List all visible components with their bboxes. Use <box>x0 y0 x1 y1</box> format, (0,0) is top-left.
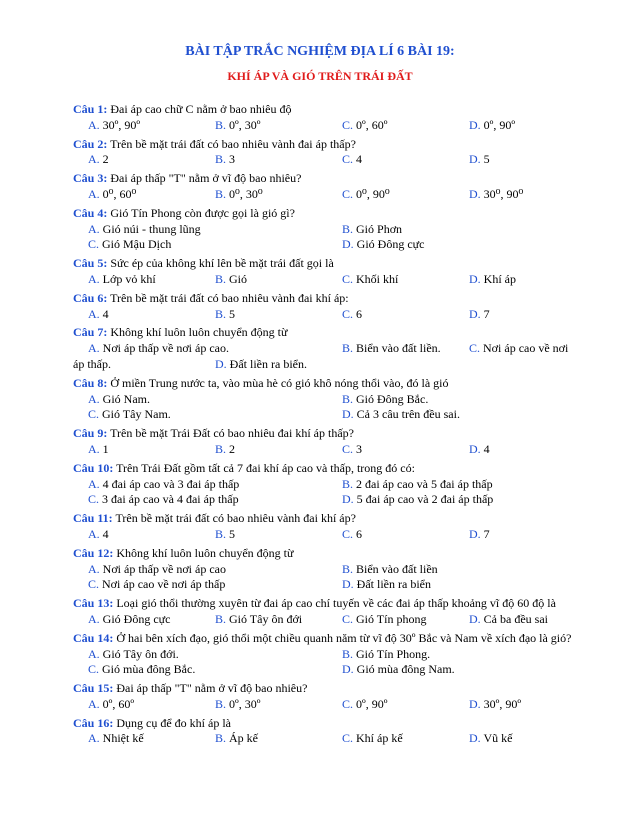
question-label: Câu 11: <box>73 511 113 526</box>
answer-option <box>215 731 258 747</box>
option-letter: C. <box>88 577 100 592</box>
options-row <box>73 577 621 593</box>
answer-option <box>342 731 403 747</box>
answer-option <box>342 222 402 238</box>
answer-option <box>342 392 428 408</box>
question-item <box>73 511 621 543</box>
option-text: 6 <box>353 306 363 321</box>
question-text: Sức ép của không khí lên bề mặt trái đất gọi là <box>107 256 334 271</box>
answer-option <box>342 697 387 713</box>
option-letter: B. <box>215 731 227 746</box>
question-item <box>73 291 621 323</box>
option-letter: B. <box>342 476 354 491</box>
options-row <box>73 187 621 203</box>
option-text: Gió Tây ôn đới <box>226 611 303 626</box>
option-letter: C. <box>342 152 354 167</box>
option-text: Nơi áp thấp về nơi áp cao <box>99 561 226 576</box>
answer-option <box>215 187 263 203</box>
option-text: Vũ kế <box>480 731 513 746</box>
question-text: Loại gió thổi thường xuyên từ đai áp cao chí tuyến về các đai áp thấp khoảng vĩ độ 60 độ là <box>113 596 556 611</box>
option-letter: B. <box>342 221 354 236</box>
question-item <box>73 102 621 134</box>
answer-option <box>469 697 521 713</box>
answer-option <box>342 152 362 168</box>
option-letter: A. <box>88 391 100 406</box>
option-text: 5 <box>226 526 236 541</box>
option-text: 30º, 90º <box>99 117 141 132</box>
option-letter: D. <box>469 117 481 132</box>
answer-option <box>215 612 302 628</box>
option-letter: A. <box>88 221 100 236</box>
option-letter: C. <box>342 731 354 746</box>
option-text: 0º, 90º <box>480 117 516 132</box>
answer-option <box>88 272 156 288</box>
answer-option <box>88 697 134 713</box>
options-row <box>73 612 621 628</box>
question-item <box>73 137 621 169</box>
option-text: Nơi áp cao về nơi áp thấp <box>99 577 226 592</box>
question-item <box>73 461 621 508</box>
answer-option <box>215 118 260 134</box>
option-text: 7 <box>480 306 490 321</box>
option-letter: A. <box>88 646 100 661</box>
question-item <box>73 325 621 372</box>
question-label: Câu 16: <box>73 715 114 730</box>
option-letter: A. <box>88 271 100 286</box>
question-stem <box>73 102 621 118</box>
options-row <box>73 477 621 493</box>
option-text: 3 <box>226 152 236 167</box>
option-letter: D. <box>469 441 481 456</box>
option-text: Gió Đông cực <box>353 237 425 252</box>
option-text: Cả ba đều sai <box>480 611 548 626</box>
option-text: 2 đai áp cao và 5 đai áp thấp <box>353 476 493 491</box>
option-text: Nơi áp cao về nơi <box>480 341 569 356</box>
option-text: 2 <box>99 152 109 167</box>
answer-option <box>215 357 307 373</box>
options-row <box>73 272 621 288</box>
option-text: Gió <box>226 271 248 286</box>
answer-option <box>469 272 516 288</box>
answer-option <box>88 562 226 578</box>
option-letter: A. <box>88 117 100 132</box>
option-text: Khối khí <box>353 271 399 286</box>
answer-option <box>342 492 493 508</box>
option-text: Gió Nam. <box>99 391 150 406</box>
question-text: Ở hai bên xích đạo, gió thổi một chiều quanh năm từ vĩ độ 30º Bắc và Nam về xích đạo là gió? <box>113 630 572 645</box>
question-stem <box>73 426 621 442</box>
option-letter: B. <box>342 391 354 406</box>
option-letter: A. <box>88 561 100 576</box>
option-letter: D. <box>342 662 354 677</box>
question-item <box>73 206 621 253</box>
answer-option <box>469 527 490 543</box>
option-text: 3 <box>353 441 363 456</box>
option-text: 5 đai áp cao và 2 đai áp thấp <box>353 492 494 507</box>
option-letter: C. <box>342 186 354 201</box>
answer-option <box>342 187 390 203</box>
option-text: 0º, 60º <box>353 117 388 132</box>
answer-option <box>88 407 171 423</box>
options-row <box>73 442 621 458</box>
answer-option <box>88 152 109 168</box>
option-text: Gió Tín phong <box>353 611 427 626</box>
options-row <box>73 562 621 578</box>
options-row <box>73 492 621 508</box>
option-letter: B. <box>215 186 227 201</box>
question-label: Câu 14: <box>73 630 114 645</box>
option-text: 7 <box>480 526 490 541</box>
question-stem <box>73 716 621 732</box>
question-label: Câu 13: <box>73 596 114 611</box>
option-letter: A. <box>88 341 100 356</box>
option-text: Gió Đông Bắc. <box>353 391 429 406</box>
answer-option <box>88 118 140 134</box>
question-text: Đai áp cao chữ C nằm ở bao nhiêu độ <box>107 102 292 116</box>
option-letter: C. <box>342 306 354 321</box>
question-item <box>73 426 621 458</box>
answer-option <box>342 477 493 493</box>
answer-option <box>88 577 225 593</box>
question-item <box>73 376 621 423</box>
option-letter: A. <box>88 731 100 746</box>
answer-option <box>342 647 430 663</box>
option-text: 1 <box>99 441 109 456</box>
option-letter: C. <box>342 526 354 541</box>
question-item <box>73 171 621 203</box>
answer-option <box>342 527 362 543</box>
question-text: Dụng cụ để đo khí áp là <box>113 715 231 730</box>
answer-option <box>342 307 362 323</box>
options-row <box>73 307 621 323</box>
option-text: Gió núi - thung lũng <box>99 221 201 236</box>
option-letter: B. <box>215 441 227 456</box>
option-letter: C. <box>342 696 354 711</box>
question-item <box>73 681 621 713</box>
option-letter: D. <box>342 237 354 252</box>
option-letter: D. <box>215 356 227 371</box>
option-text: 2 <box>226 441 236 456</box>
option-text: 30º, 90º <box>480 696 522 711</box>
option-letter: C. <box>88 492 100 507</box>
option-letter: D. <box>469 731 481 746</box>
option-text: Gió mùa đông Bắc. <box>99 662 196 677</box>
option-letter: B. <box>215 271 227 286</box>
question-item <box>73 596 621 628</box>
option-letter: D. <box>469 186 481 201</box>
options-row <box>73 647 621 663</box>
question-stem <box>73 137 621 153</box>
answer-option <box>215 152 235 168</box>
option-text: Gió Phơn <box>353 221 403 236</box>
question-list <box>73 102 621 750</box>
option-text: 0º, 30º <box>226 696 261 711</box>
answer-option <box>469 612 548 628</box>
question-stem <box>73 681 621 697</box>
question-label: Câu 2: <box>73 136 108 151</box>
option-letter: C. <box>342 271 354 286</box>
question-stem <box>73 291 621 307</box>
question-item <box>73 256 621 288</box>
answer-option <box>342 237 425 253</box>
answer-option <box>342 577 431 593</box>
question-stem <box>73 631 621 647</box>
option-text: Nhiệt kế <box>99 731 144 746</box>
answer-option <box>469 341 568 357</box>
answer-option <box>88 612 171 628</box>
answer-option <box>88 187 136 203</box>
option-text: 4 đai áp cao và 3 đai áp thấp <box>99 476 240 491</box>
option-letter: D. <box>469 611 481 626</box>
option-text: Khí áp kế <box>353 731 403 746</box>
page-subtitle: KHÍ ÁP VÀ GIÓ TRÊN TRÁI ĐẤT <box>227 69 413 83</box>
option-text: Đất liền ra biển <box>353 577 431 592</box>
option-letter: D. <box>342 407 354 422</box>
option-letter: B. <box>342 646 354 661</box>
question-text: Ở miền Trung nước ta, vào mùa hè có gió khô nóng thổi vào, đó là gió <box>107 375 449 390</box>
option-letter: B. <box>342 341 354 356</box>
question-text: Trên bề mặt Trái Đất có bao nhiêu đai khí áp thấp? <box>107 426 354 441</box>
question-label: Câu 5: <box>73 256 108 271</box>
option-text: 4 <box>99 306 109 321</box>
question-label: Câu 7: <box>73 325 108 340</box>
option-text: 6 <box>353 526 363 541</box>
answer-option <box>88 222 201 238</box>
option-letter: B. <box>215 152 227 167</box>
option-text: 0⁰, 90⁰ <box>353 186 390 201</box>
answer-option <box>88 492 239 508</box>
answer-option <box>469 187 523 203</box>
option-text: Lớp vỏ khí <box>99 271 156 286</box>
option-letter: C. <box>342 117 354 132</box>
answer-option <box>88 731 144 747</box>
option-letter: A. <box>88 611 100 626</box>
option-text: 5 <box>480 152 490 167</box>
question-text: Trên bề mặt trái đất có bao nhiêu vành đai khí áp? <box>112 511 356 526</box>
question-label: Câu 10: <box>73 460 114 475</box>
option-letter: A. <box>88 696 100 711</box>
question-label: Câu 3: <box>73 171 108 186</box>
answer-option <box>342 612 426 628</box>
question-text: Đai áp thấp "T" nằm ở vĩ độ bao nhiêu? <box>113 681 308 696</box>
answer-option <box>88 307 109 323</box>
option-text: 4 <box>99 526 109 541</box>
question-stem <box>73 171 621 187</box>
answer-option <box>88 477 239 493</box>
option-text: 5 <box>226 306 236 321</box>
question-label: Câu 12: <box>73 545 114 560</box>
option-letter: B. <box>342 561 354 576</box>
option-text: Gió Tín Phong. <box>353 646 431 661</box>
page-title: BÀI TẬP TRẮC NGHIỆM ĐỊA LÍ 6 BÀI 19: <box>185 44 455 59</box>
option-letter: D. <box>342 492 354 507</box>
question-label: Câu 4: <box>73 205 108 220</box>
options-row <box>73 407 621 423</box>
option-letter: C. <box>88 237 100 252</box>
option-letter: D. <box>469 152 481 167</box>
option-letter: D. <box>342 577 354 592</box>
options-row <box>73 697 621 713</box>
option-text: Gió Tây ôn đới. <box>99 646 179 661</box>
option-letter: A. <box>88 152 100 167</box>
question-stem <box>73 511 621 527</box>
answer-option <box>342 272 398 288</box>
option-letter: A. <box>88 186 100 201</box>
question-text: Đai áp thấp "T" nằm ở vĩ độ bao nhiêu? <box>107 171 302 186</box>
option-letter: D. <box>469 306 481 321</box>
question-item <box>73 716 621 748</box>
question-item <box>73 631 621 678</box>
options-row <box>73 152 621 168</box>
option-letter: A. <box>88 441 100 456</box>
option-text: Đất liền ra biển. <box>226 356 307 371</box>
answer-option <box>215 442 235 458</box>
option-text: 0⁰, 60⁰ <box>99 186 137 201</box>
option-text: Gió Đông cực <box>99 611 171 626</box>
options-row <box>73 731 621 747</box>
option-letter: B. <box>215 611 227 626</box>
answer-option <box>88 662 195 678</box>
answer-option <box>215 307 235 323</box>
question-item <box>73 546 621 593</box>
option-text: 4 <box>480 441 490 456</box>
option-letter: B. <box>215 526 227 541</box>
answer-option <box>342 662 455 678</box>
options-row <box>73 341 621 357</box>
answer-option <box>469 152 490 168</box>
options-row <box>73 662 621 678</box>
question-stem <box>73 256 621 272</box>
question-text: Trên bề mặt trái đất có bao nhiêu vành đai khí áp: <box>107 290 349 305</box>
option-continuation: áp thấp. <box>73 356 111 371</box>
option-letter: A. <box>88 476 100 491</box>
options-row <box>73 392 621 408</box>
question-label: Câu 6: <box>73 290 108 305</box>
option-text: 30⁰, 90⁰ <box>480 186 524 201</box>
option-letter: C. <box>342 441 354 456</box>
question-label: Câu 8: <box>73 375 108 390</box>
option-text: 0º, 90º <box>353 696 388 711</box>
question-label: Câu 15: <box>73 681 114 696</box>
answer-option <box>88 392 150 408</box>
option-letter: C. <box>342 611 354 626</box>
answer-option <box>342 118 387 134</box>
answer-option <box>469 307 490 323</box>
question-stem <box>73 461 621 477</box>
option-letter: B. <box>215 117 227 132</box>
answer-option <box>215 527 235 543</box>
answer-option <box>215 272 247 288</box>
option-text: Khí áp <box>480 271 516 286</box>
question-label: Câu 1: <box>73 102 108 116</box>
option-text: Nơi áp thấp về nơi áp cao. <box>99 341 229 356</box>
question-text: Trên bề mặt trái đất có bao nhiêu vành đai áp thấp? <box>107 136 356 151</box>
option-text: Cả 3 câu trên đều sai. <box>353 407 460 422</box>
answer-option <box>88 527 109 543</box>
option-text: Áp kế <box>226 731 259 746</box>
answer-option <box>88 647 179 663</box>
answer-option <box>469 442 490 458</box>
option-text: 0º, 30º <box>226 117 261 132</box>
option-text: Gió Tây Nam. <box>99 407 171 422</box>
options-row <box>73 118 621 134</box>
question-label: Câu 9: <box>73 426 108 441</box>
option-text: Biển vào đất liền <box>353 561 438 576</box>
option-letter: D. <box>469 696 481 711</box>
question-text: Gió Tín Phong còn được gọi là gió gì? <box>107 205 295 220</box>
option-letter: A. <box>88 306 100 321</box>
question-stem <box>73 596 621 612</box>
answer-option <box>215 697 260 713</box>
answer-option <box>469 731 512 747</box>
option-text: Gió mùa đông Nam. <box>353 662 455 677</box>
option-letter: B. <box>215 696 227 711</box>
option-letter: A. <box>88 526 100 541</box>
option-text: 0º, 60º <box>99 696 135 711</box>
option-text: Gió Mậu Dịch <box>99 237 172 252</box>
option-text: 0⁰, 30⁰ <box>226 186 263 201</box>
question-stem <box>73 376 621 392</box>
option-letter: C. <box>88 407 100 422</box>
options-row <box>73 222 621 238</box>
question-stem <box>73 325 621 341</box>
answer-option <box>88 341 229 357</box>
option-text: 4 <box>353 152 363 167</box>
question-text: Trên Trái Đất gồm tất cả 7 đai khí áp cao và thấp, trong đó có: <box>113 460 415 475</box>
answer-option <box>342 562 438 578</box>
option-letter: C. <box>469 341 481 356</box>
option-letter: D. <box>469 526 481 541</box>
options-row <box>73 527 621 543</box>
question-stem <box>73 546 621 562</box>
answer-option <box>342 442 362 458</box>
option-text: Biển vào đất liền. <box>353 341 441 356</box>
question-stem <box>73 206 621 222</box>
question-text: Không khí luôn luôn chuyển động từ <box>113 545 294 560</box>
option-letter: D. <box>469 271 481 286</box>
option-text: 3 đai áp cao và 4 đai áp thấp <box>99 492 239 507</box>
answer-option <box>469 118 515 134</box>
answer-option <box>88 237 171 253</box>
question-text: Không khí luôn luôn chuyển động từ <box>107 325 288 340</box>
option-letter: C. <box>88 662 100 677</box>
answer-option <box>342 407 460 423</box>
answer-option <box>342 341 441 357</box>
option-letter: B. <box>215 306 227 321</box>
answer-option <box>88 442 109 458</box>
options-row <box>73 237 621 253</box>
options-row <box>73 357 621 373</box>
